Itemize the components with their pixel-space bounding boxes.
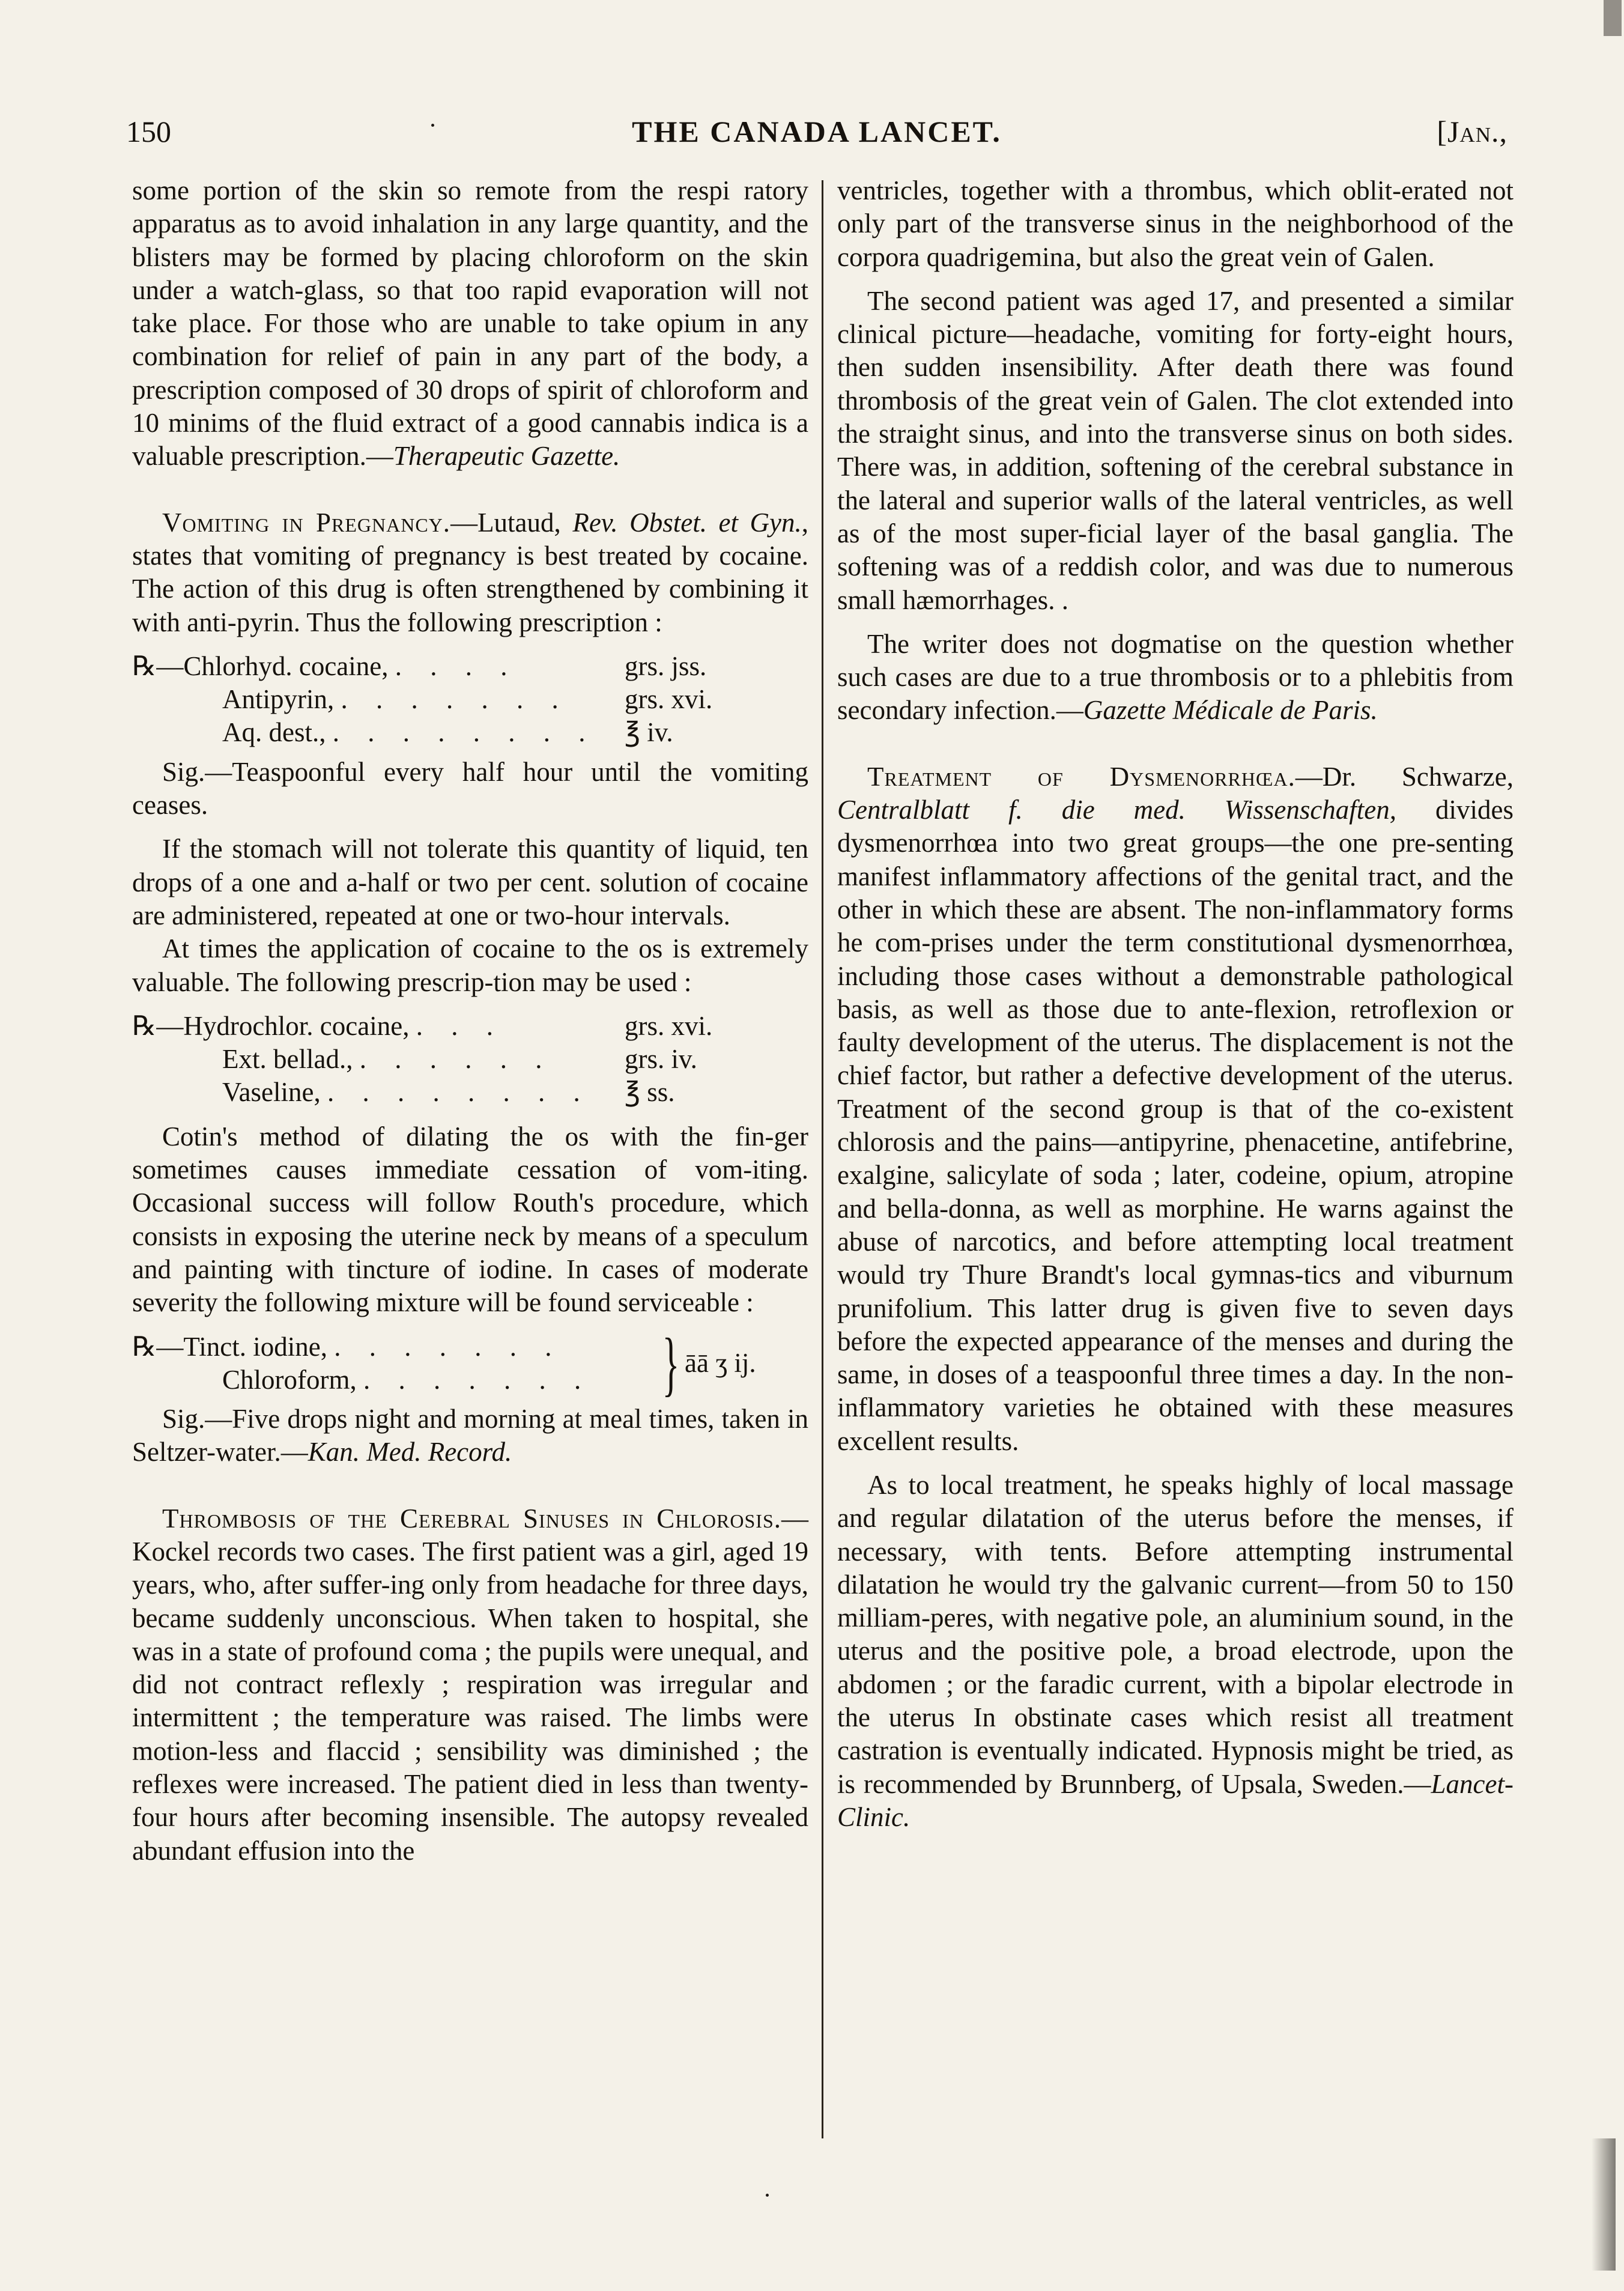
prescription-3	[132, 1323, 808, 1403]
issue-month: [Jan.,	[1437, 115, 1507, 148]
source-citation: Therapeutic Gazette.	[393, 441, 620, 472]
author-name: —Lutaud,	[450, 507, 573, 538]
second-patient-paragraph: The second patient was aged 17, and presented a similar clinical picture—headache, vomiting for forty-eight hours, then sudden insensibility. After death there was found thrombosis of the great vein of Galen. The clot extended into the straight sinus, and into the transverse sinus on both sides. There was, in addition, softening of the cerebral substance in the lateral and superior walls of the lateral ventricles, as well as of the most super-ficial layer of the basal ganglia. The softening was of a reddish color, and was due to numerous small hæmorrhages. .	[837, 285, 1513, 615]
drug-dose: grs. xvi.	[625, 1010, 713, 1041]
paragraph-text: some portion of the skin so remote from the respi ratory apparatus as to avoid inhalation in any large quantity, and the blisters may be formed by placing chloroform on the skin under a watch-glass, so that too rapid evaporation will not take place. For those who are unable to take opium in any combination for relief of pain in any part of the body, a prescription composed of 30 drops of spirit of chloroform and 10 minims of the fluid extract of a good cannabis indica is a valuable prescription.—	[132, 175, 808, 472]
drug-name: Vaseline, . . . . . . . .	[222, 1077, 591, 1108]
signature-instruction: Sig.—Teaspoonful every half hour until the vomiting ceases.	[132, 756, 808, 821]
drug-dose: āā ʒ ij.	[685, 1348, 756, 1379]
os-paragraph: At times the application of cocaine to the os is extremely valuable. The following prescrip-tion may be used :	[132, 933, 808, 997]
drug-dose: grs. xvi.	[625, 684, 713, 715]
vomiting-article	[132, 506, 808, 639]
source-citation: Kan. Med. Record.	[308, 1437, 512, 1467]
source-citation: Lancet-Clinic.	[837, 1768, 1513, 1832]
local-treatment-paragraph: As to local treatment, he speaks highly of local massage and regular dilatation of the uterus before the menses, if necessary, with tents. Before attempting instrumental dilatation he would try the galvanic current—from 50 to 150 milliam-peres, with negative pole, an aluminium sound, in the uterus and the positive pole, a broad electrode, upon the abdomen ; or the faradic current, with a bipolar electrode in the uterus In obstinate cases which resist all treatment castration is eventually indicated. Hypnosis might be tried, as is recommended by Brunnberg, of Upsala, Sweden.—Lancet-Clinic.	[837, 1469, 1513, 1832]
article-text: , states that vomiting of pregnancy is best treated by cocaine. The action of this drug is often strengthened by combining it with anti-pyrin. Thus the following prescription :	[132, 507, 808, 637]
dysmenorrhoea-article	[837, 760, 1513, 1458]
prescription-1	[132, 650, 808, 750]
cotin-paragraph: Cotin's method of dilating the os with the fin-ger sometimes causes immediate cessation of vom-iting. Occasional success will follow Routh's procedure, which consists in exposing the uterine neck by means of a speculum and painting with tincture of iodine. In cases of moderate severity the following mixture will be found serviceable :	[132, 1121, 808, 1318]
thrombosis-article	[132, 1502, 808, 1868]
source-citation: Gazette Médicale de Paris.	[1083, 695, 1378, 726]
prescription-2	[132, 1010, 808, 1109]
prescription-line	[132, 650, 808, 683]
writer-paragraph: The writer does not dogmatise on the question whether such cases are due to a true thrombosis or to a phlebitis from secondary infection.—Gazette Médicale de Paris.	[837, 628, 1513, 726]
prescription-line	[132, 1364, 655, 1397]
prescription-line	[132, 716, 808, 749]
article-text: divides dysmenorrhœa into two great groups—the one pre-senting manifest inflammatory affections of the genital tract, and the other in which these are absent. The non-inflammatory forms he com-prises under the term constitutional dysmenorrhœa, including those cases without a demonstrable pathological basis, as well as those due to ante-flexion, retroflexion or faulty development of the uterus. The displacement is not the chief factor, but rather a defective development of the uterus. Treatment of the second group is that of the co-existent chlorosis and the pains—antipyrine, phenacetine, antifebrine, exalgine, salicylate of soda ; later, codeine, opium, atropine and bella-donna, as well as morphine. He warns against the abuse of narcotics, and before attempting local treatment would try Thure Brandt's local gymnas-tics and viburnum prunifolium. This latter drug is given five to seven days before the expected appearance of the menses and during the same, in doses of a teaspoonful three times a day. In the non-inflammatory varieties he obtained with these measures excellent results.	[837, 795, 1513, 1456]
signature-instruction: Sig.—Five drops night and morning at meal times, taken in Seltzer-water.—Kan. Med. Record.	[132, 1404, 808, 1467]
prescription-line	[132, 683, 808, 716]
drug-name: ℞—Chlorhyd. cocaine, . . . .	[132, 651, 518, 681]
drug-name: Ext. bellad., . . . . . .	[222, 1044, 553, 1075]
drug-dose: ℥ ss.	[625, 1077, 675, 1108]
prescription-line	[132, 1076, 808, 1109]
author-name: —Dr. Schwarze,	[1295, 761, 1513, 792]
drug-name: Chloroform, . . . . . . .	[222, 1364, 592, 1395]
drug-name: Antipyrin, . . . . . . .	[222, 684, 569, 715]
prescription-drugs	[132, 1331, 655, 1397]
right-column	[837, 174, 1513, 1834]
journal-name: Centralblatt f. die med. Wissenschaften,	[837, 795, 1397, 825]
prescription-line	[132, 1043, 808, 1076]
stomach-paragraph: If the stomach will not tolerate this quantity of liquid, ten drops of a one and a-half or two per cent. solution of cocaine are administered, repeated at one or two-hour intervals.	[132, 834, 808, 930]
journal-title: THE CANADA LANCET.	[632, 115, 1002, 148]
prescription-line	[132, 1331, 655, 1364]
scan-speck	[431, 124, 434, 127]
article-heading: Vomiting in Pregnancy.	[162, 507, 451, 538]
chloroform-paragraph	[132, 174, 808, 473]
drug-name: ℞—Hydrochlor. cocaine, . . .	[132, 1010, 504, 1041]
drug-dose: grs. jss.	[625, 651, 707, 681]
left-column	[132, 174, 808, 1868]
scan-edge-mark	[1592, 2138, 1616, 2271]
prescription-line	[132, 1010, 808, 1043]
scan-speck	[766, 2194, 769, 2197]
drug-name: ℞—Tinct. iodine, . . . . . . .	[132, 1331, 563, 1362]
drug-dose: grs. iv.	[625, 1044, 697, 1075]
article-text: —Kockel records two cases. The first patient was a girl, aged 19 years, who, after suffer-ing only from headache for three days, became suddenly unconscious. When taken to hospital, she was in a state of profound coma ; the pupils were unequal, and did not contract reflexly ; respiration was irregular and intermittent ; the temperature was raised. The limbs were motion-less and flaccid ; sensibility was diminished ; the reflexes were increased. The patient died in less than twenty-four hours after becoming insensible. The autopsy revealed abundant effusion into the	[132, 1503, 808, 1866]
scan-edge-mark	[1604, 0, 1622, 36]
drug-dose: ℥ iv.	[625, 717, 673, 748]
page-number: 150	[126, 115, 171, 148]
article-heading: Thrombosis of the Cerebral Sinuses in Chlorosis.	[162, 1503, 781, 1534]
journal-name: Rev. Obstet. et Gyn.	[572, 507, 802, 538]
curly-brace-icon: }	[662, 1323, 680, 1403]
continued-paragraph: ventricles, together with a thrombus, which oblit-erated not only part of the transverse sinus in the neighborhood of the corpora quadrigemina, but also the great vein of Galen.	[837, 175, 1513, 272]
drug-name: Aq. dest., . . . . . . . .	[222, 717, 596, 748]
running-header	[126, 114, 1507, 162]
column-divider	[822, 180, 823, 2138]
article-heading: Treatment of Dysmenorrhœa.	[867, 761, 1295, 792]
